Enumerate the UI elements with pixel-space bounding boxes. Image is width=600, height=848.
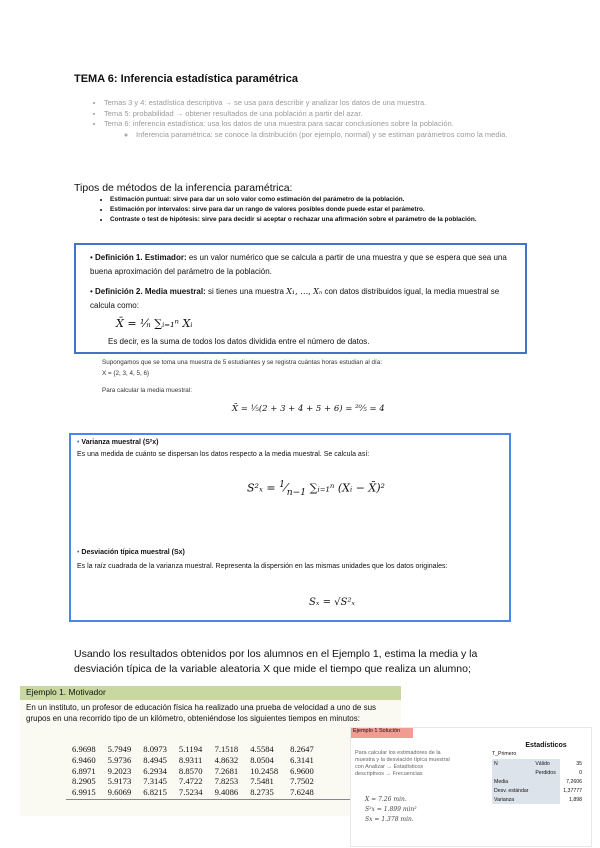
definition-2: • Definición 2. Media muestral: si tienes una muestra X₁, …, Xₙ con datos distribuidos igual, la media muestral se calcula como: bbox=[90, 287, 500, 310]
example-line: Para calcular la media muestral: bbox=[102, 387, 192, 394]
statistics-table bbox=[492, 759, 584, 804]
table-cell: 6.9698 bbox=[72, 744, 96, 754]
table-row bbox=[66, 787, 320, 798]
stat-label bbox=[492, 768, 533, 777]
table-cell: 8.2905 bbox=[72, 776, 96, 787]
ejemplo-header-text: Ejemplo 1. Motivador bbox=[26, 687, 106, 697]
stat-sublabel: Válido bbox=[533, 759, 559, 768]
example-line: X = {2, 3, 4, 5, 6} bbox=[102, 370, 150, 377]
ejemplo-box bbox=[20, 686, 401, 816]
ejemplo-text: En un instituto, un profesor de educación física ha realizado una prueba de velocidad a uno de sus grupos en una recorrido tipo de un kilómetro, obteniéndose los siguientes tiempos en minutos: bbox=[26, 703, 377, 723]
table-cell: 7.1518 bbox=[214, 744, 239, 754]
table-cell: 8.2647 bbox=[290, 744, 314, 754]
table-cell: 6.8215 bbox=[143, 787, 167, 798]
stddev-text: Es la raíz cuadrada de la varianza muestral. Representa la dispersión en las mismas unidades que los datos originales: bbox=[77, 563, 448, 570]
stat-sublabel: Perdidos bbox=[533, 768, 559, 777]
stddev-title: • Desviación típica muestral (Sx) bbox=[77, 549, 185, 556]
definition-label: Definición 1. Estimador: bbox=[95, 253, 187, 262]
table-row bbox=[492, 768, 584, 777]
solucion-result: S²x = 1.899 min² bbox=[365, 806, 417, 813]
solucion-result: Sx = 1.378 min. bbox=[365, 816, 414, 823]
table-cell: 9.4086 bbox=[214, 787, 239, 798]
variance-box bbox=[69, 433, 511, 622]
table-cell: 9.6069 bbox=[107, 787, 132, 798]
statistics-variable: T_Primero bbox=[492, 751, 517, 757]
definitions-box bbox=[74, 243, 527, 354]
table-cell: 6.9460 bbox=[72, 754, 96, 765]
sample-formula: X₁, …, Xₙ bbox=[286, 287, 323, 296]
table-row bbox=[492, 786, 584, 795]
solucion-result: X = 7.26 min. bbox=[365, 796, 407, 803]
stat-sublabel bbox=[533, 786, 559, 795]
solucion-box bbox=[350, 727, 592, 847]
variance-title: • Varianza muestral (S²x) bbox=[77, 439, 159, 446]
table-cell: 7.8253 bbox=[214, 776, 239, 787]
table-cell: 4.5584 bbox=[250, 744, 274, 754]
stat-sublabel bbox=[533, 795, 559, 804]
list-item: • Tema 5: probabilidad → obtener resultados de una población a partir del azar. bbox=[104, 109, 534, 120]
list-item: • Estimación por intervalos: sirve para dar un rango de valores posibles donde puede estar el parámetro. bbox=[110, 205, 540, 215]
statistics-output bbox=[492, 742, 586, 804]
times-table bbox=[66, 744, 320, 798]
definition-text: con datos distribuidos igual, la media muestral se calcula como: bbox=[90, 287, 500, 310]
definition-after: Es decir, es la suma de todos los datos dividida entre el número de datos. bbox=[108, 337, 370, 346]
stat-value: 1,898 bbox=[569, 796, 582, 803]
table-cell: 7.5481 bbox=[250, 776, 274, 787]
table-cell: 6.9600 bbox=[290, 765, 314, 776]
mean-formula: X̄ = ¹⁄ₙ ∑ᵢ₌₁ⁿ Xᵢ bbox=[116, 317, 193, 330]
list-item bbox=[104, 119, 534, 140]
stat-value: 0 bbox=[579, 769, 582, 776]
sub-list-item: ◦ Inferencia paramétrica: se conoce la distribución (por ejemplo, normal) y se estiman parámetros como la media. bbox=[136, 130, 534, 141]
statistics-title: Estadísticos bbox=[525, 742, 567, 749]
variance-title-text: Varianza muestral (S²x) bbox=[81, 439, 159, 446]
tipos-list bbox=[74, 195, 540, 224]
example-line: Supongamos que se toma una muestra de 5 estudiantes y se registra cuántas horas estudian al día: bbox=[102, 359, 383, 366]
question-text: Usando los resultados obtenidos por los alumnos en el Ejemplo 1, estima la media y la desviación típica de la variable aleatoria X que mide el tiempo que realiza un alumno; bbox=[74, 648, 478, 675]
list-item: • Temas 3 y 4: estadística descriptiva → se usa para describir y analizar los datos de una muestra. bbox=[104, 98, 534, 109]
variance-text: Es una medida de cuánto se dispersan los datos respecto a la media muestral. Se calcula así: bbox=[77, 451, 370, 458]
solucion-text: Para calcular los estimadores de la muestra y la desviación típica muestral con Analizar → Estadísticos descriptivos → Frecuencias bbox=[355, 750, 450, 777]
stat-label: N bbox=[492, 759, 533, 768]
stat-sublabel bbox=[533, 777, 559, 786]
definition-label: Definición 2. Media muestral: bbox=[95, 287, 206, 296]
table-cell: 6.8971 bbox=[72, 765, 96, 776]
table-cell: 6.2934 bbox=[143, 765, 167, 776]
table-row bbox=[492, 759, 584, 768]
table-cell: 7.2681 bbox=[214, 765, 239, 776]
table-row bbox=[66, 766, 320, 777]
table-cell: 7.7502 bbox=[290, 776, 314, 787]
mean-calculation: X̄ = ⅕(2 + 3 + 4 + 5 + 6) = ²⁰⁄₅ = 4 bbox=[232, 404, 385, 414]
table-cell: 8.9311 bbox=[178, 754, 203, 765]
table-cell: 7.3145 bbox=[143, 776, 167, 787]
list-item: • Estimación puntual: sirve para dar un solo valor como estimación del parámetro de la población. bbox=[110, 195, 540, 205]
section-heading: Tipos de métodos de la inferencia paramétrica: bbox=[74, 182, 293, 194]
table-cell: 5.7949 bbox=[107, 744, 132, 754]
definition-text: si tienes una muestra bbox=[205, 287, 287, 296]
table-row bbox=[492, 795, 584, 804]
variance-formula: $S^2_x = ^1⁄_{n-1}$ ∑ᵢ₌₁ⁿ (Xᵢ − X̄)² bbox=[247, 479, 385, 498]
table-cell: 8.2735 bbox=[250, 787, 274, 798]
table-cell: 6.9915 bbox=[72, 787, 96, 798]
definition-1: • Definición 1. Estimador: es un valor numérico que se calcula a partir de una muestra y que se espera que sea una buena aproximación del parámetro de la población. bbox=[90, 253, 507, 276]
table-cell: 7.5234 bbox=[178, 787, 203, 798]
table-row bbox=[492, 777, 584, 786]
list-item-text: Tema 6: inferencia estadística: usa los datos de una muestra para sacar conclusiones sobre la población. bbox=[104, 119, 454, 129]
table-cell: 5.1194 bbox=[178, 744, 203, 754]
table-cell: 8.8570 bbox=[178, 765, 203, 776]
stat-value: 7,2606 bbox=[566, 778, 582, 785]
intro-list bbox=[74, 98, 534, 140]
table-cell: 8.4945 bbox=[143, 754, 167, 765]
stat-value: 1,37777 bbox=[563, 787, 582, 794]
table-cell: 6.3141 bbox=[290, 754, 314, 765]
table-row bbox=[66, 755, 320, 766]
stat-label: Desv. estándar bbox=[492, 786, 533, 795]
table-cell: 10.2458 bbox=[250, 765, 279, 776]
stddev-formula: Sₓ = √S²ₓ bbox=[309, 597, 355, 608]
table-cell: 5.9173 bbox=[107, 776, 132, 787]
table-cell: 7.4722 bbox=[178, 776, 203, 787]
definition-text: es un valor numérico que se calcula a partir de una muestra y que se espera que sea una buena aproximación del parámetro de la población. bbox=[90, 253, 507, 276]
solucion-header: Ejemplo 1 Solución bbox=[351, 728, 413, 738]
stddev-title-text: Desviación típica muestral (Sx) bbox=[81, 549, 185, 556]
table-cell: 9.2023 bbox=[107, 765, 132, 776]
table-cell: 8.0504 bbox=[250, 754, 274, 765]
table-cell: 4.8632 bbox=[214, 754, 239, 765]
table-cell: 7.6248 bbox=[290, 787, 314, 798]
stat-label: Media bbox=[492, 777, 533, 786]
stat-label: Varianza bbox=[492, 795, 533, 804]
table-row bbox=[66, 744, 320, 755]
list-item: • Contraste o test de hipótesis: sirve para decidir si aceptar o rechazar una afirmación sobre el parámetro de la población. bbox=[110, 215, 540, 225]
ejemplo-header bbox=[20, 686, 401, 700]
stat-value: 35 bbox=[576, 760, 582, 767]
table-row bbox=[66, 776, 320, 787]
page-title: TEMA 6: Inferencia estadística paramétrica bbox=[74, 73, 298, 85]
table-cell: 8.0973 bbox=[143, 744, 167, 754]
table-divider bbox=[66, 799, 386, 800]
table-cell: 5.9736 bbox=[107, 754, 132, 765]
